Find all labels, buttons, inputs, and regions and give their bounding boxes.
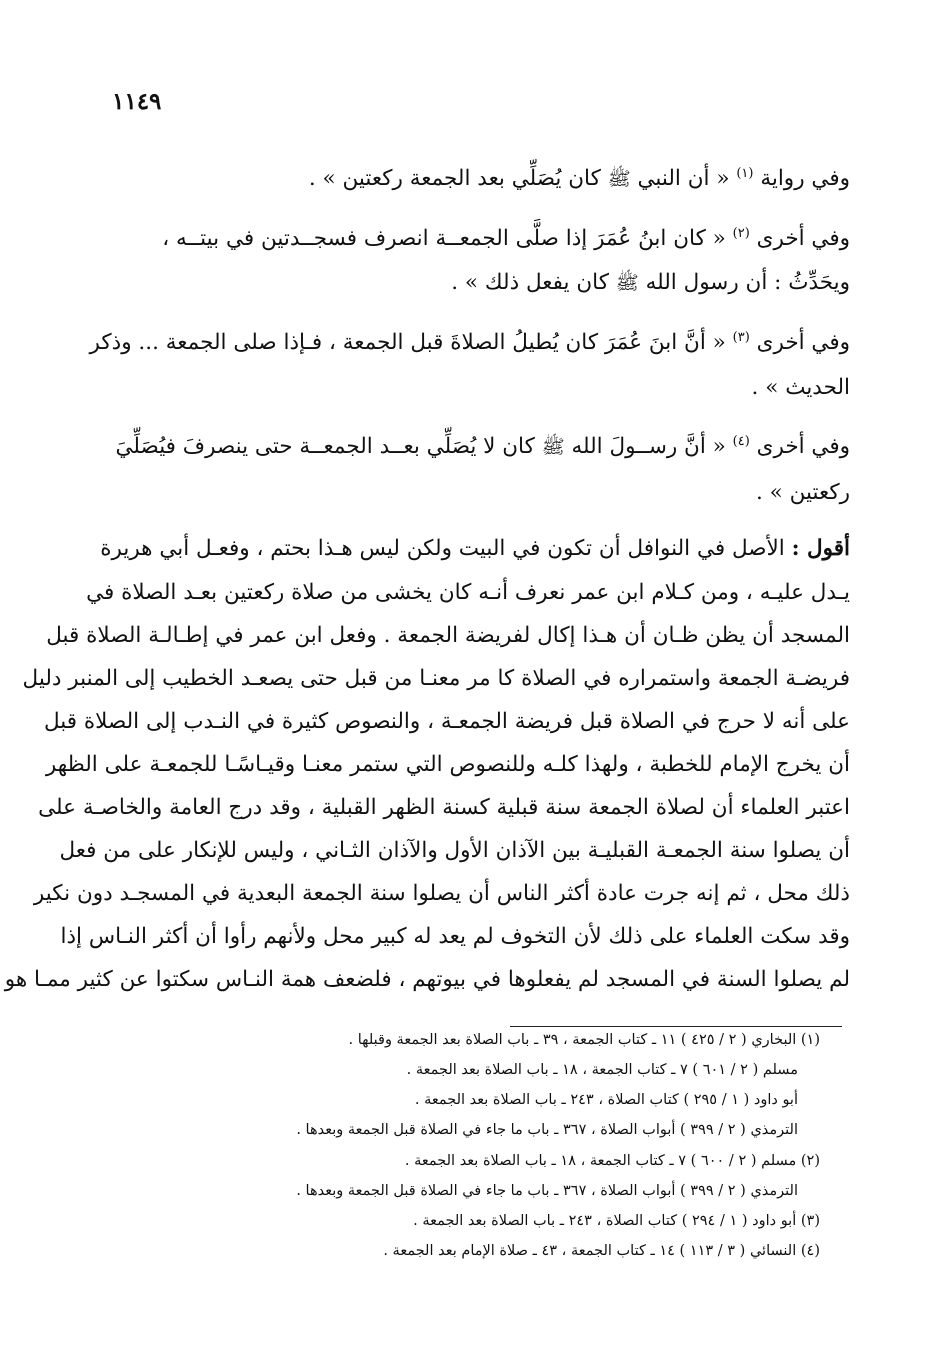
quote-tail: الحديث » . — [751, 375, 850, 400]
footnote-1: (١) البخاري ( ٢ / ٤٢٥ ) ١١ ـ كتاب الجمعة ، ٣٩ ـ باب الصلاة بعد الجمعة وقبلها . — [348, 1032, 820, 1048]
footnote-2-source-2: الترمذي ( ٢ / ٣٩٩ ) أبواب الصلاة ، ٣٦٧ ـ باب ما جاء في الصلاة قبل الجمعة وبعدها . — [296, 1183, 798, 1199]
commentary-line-5: على أنه لا حرج في الصلاة قبل فريضة الجمعـة ، والنصوص كثيرة في النـدب إلى الصلاة قبل — [43, 709, 850, 734]
quote-text: « كان ابنُ عُمَرَ إذا صلَّى الجمعــة انصرف فسجــدتين في بيتــه ، — [162, 226, 726, 251]
commentary-line-4: فريضـة الجمعة واستمراره في الصلاة كا مر معنـا من قبل حتى يصعـد الخطيب إلى المنبر دليل — [22, 666, 850, 691]
footnote-1-source-2: مسلم ( ٢ / ٦٠١ ) ٧ ـ كتاب الجمعة ، ١٨ ـ باب الصلاة بعد الجمعة . — [406, 1062, 798, 1078]
commentary-line-8: أن يصلوا سنة الجمعـة القبليـة بين الآذان الأول والآذان الثـاني ، وليس للإنكار على من فعل — [59, 838, 850, 863]
paragraph-2-line-1 — [162, 226, 850, 251]
quote-text: « أنَّ ابنَ عُمَرَ كان يُطيلُ الصلاةَ قبل الجمعة ، فـإذا صلى الجمعة ... وذكر — [89, 330, 726, 355]
quote-text: « أن النبي — [637, 166, 730, 191]
salawat-glyph: ﷺ — [541, 436, 565, 458]
lead-text: وفي أخرى — [756, 434, 850, 459]
quote-tail: كان لا يُصَلِّي بعــد الجمعــة حتى ينصرفَ فيُصَلِّيَ — [115, 434, 535, 459]
footnote-divider — [510, 1026, 842, 1027]
paragraph-3-line-1 — [90, 330, 850, 355]
footnote-2: (٢) مسلم ( ٢ / ٦٠٠ ) ٧ ـ كتاب الجمعة ، ١٨ ـ باب الصلاة بعد الجمعة . — [404, 1153, 820, 1169]
commentary-line-3: المسجد أن يظن ظـان أن هـذا إكال لفريضة الجمعة . وفعل ابن عمر في إطـالـة الصلاة قبل — [46, 623, 850, 648]
footnote-3: (٣) أبو داود ( ١ / ٢٩٤ ) كتاب الصلاة ، ٢٤٣ ـ باب الصلاة بعد الجمعة . — [413, 1213, 820, 1229]
commentary-line-6: أن يخرج الإمام للخطبة ، ولهذا كلـه وللنصوص التي ستمر معنـا وقيـاسًـا للجمعـة على الظهر — [45, 752, 850, 777]
quote-tail: كان يُصَلِّي بعد الجمعة ركعتين » . — [308, 166, 601, 191]
paragraph-4-line-1 — [116, 434, 850, 463]
salawat-glyph: ﷺ — [607, 168, 631, 190]
footnote-ref: (١) — [736, 166, 754, 181]
quote-text: ويحَدِّثُ : أن رسول الله — [645, 270, 850, 295]
paragraph-3-line-2 — [752, 375, 850, 400]
quote-tail: كان يفعل ذلك » . — [451, 270, 609, 295]
footnote-ref: (٤) — [732, 434, 750, 449]
footnote-ref: (٣) — [732, 330, 750, 345]
commentary-line-9: ذلك محل ، ثم إنه جرت عادة أكثر الناس أن يصلوا سنة الجمعة البعدية في المسجـد دون نكير — [33, 881, 850, 906]
lead-text: وفي رواية — [760, 166, 850, 191]
commentary-line-1 — [100, 536, 850, 561]
footnote-1-source-4: الترمذي ( ٢ / ٣٩٩ ) أبواب الصلاة ، ٣٦٧ ـ باب ما جاء في الصلاة قبل الجمعة وبعدها . — [296, 1122, 798, 1138]
salawat-glyph: ﷺ — [615, 272, 639, 294]
paragraph-1-line-1 — [309, 166, 850, 195]
paragraph-2-line-2 — [451, 270, 850, 299]
lead-text: وفي أخرى — [756, 330, 850, 355]
page-number: ١١٤٩ — [112, 88, 162, 115]
commentary-text: الأصل في النوافل أن تكون في البيت ولكن ليس هـذا بحتم ، وفعـل أبي هريرة — [100, 536, 785, 561]
lead-text: وفي أخرى — [756, 226, 850, 251]
quote-tail: ركعتين » . — [756, 480, 850, 505]
commentary-line-11: لم يصلوا السنة في المسجد لم يفعلوها في بيوتهم ، فلضعف همة النـاس سكتوا عن كثير ممـا هو — [4, 967, 850, 992]
quote-text: « أنَّ رســولَ الله — [571, 434, 726, 459]
footnote-4: (٤) النسائي ( ٣ / ١١٣ ) ١٤ ـ كتاب الجمعة ، ٤٣ ـ صلاة الإمام بعد الجمعة . — [383, 1243, 820, 1259]
commentary-line-10: وقد سكت العلماء على ذلك لأن التخوف لم يعد له كبير محل ولأنهم رأوا أن أكثر النـاس إذا — [60, 924, 850, 949]
footnote-1-source-3: أبو داود ( ١ / ٢٩٥ ) كتاب الصلاة ، ٢٤٣ ـ باب الصلاة بعد الجمعة . — [414, 1092, 798, 1108]
commentary-line-7: اعتبر العلماء أن لصلاة الجمعة سنة قبلية كسنة الظهر القبلية ، وقد درج العامة والخاصـة على — [38, 795, 850, 820]
footnote-ref: (٢) — [732, 226, 750, 241]
commentary-line-2: يـدل عليـه ، ومن كـلام ابن عمر نعرف أنـه كان يخشى من صلاة ركعتين بعـد الصلاة في — [86, 580, 850, 605]
paragraph-4-line-2 — [756, 480, 850, 505]
commentary-label: أقول : — [791, 536, 850, 561]
